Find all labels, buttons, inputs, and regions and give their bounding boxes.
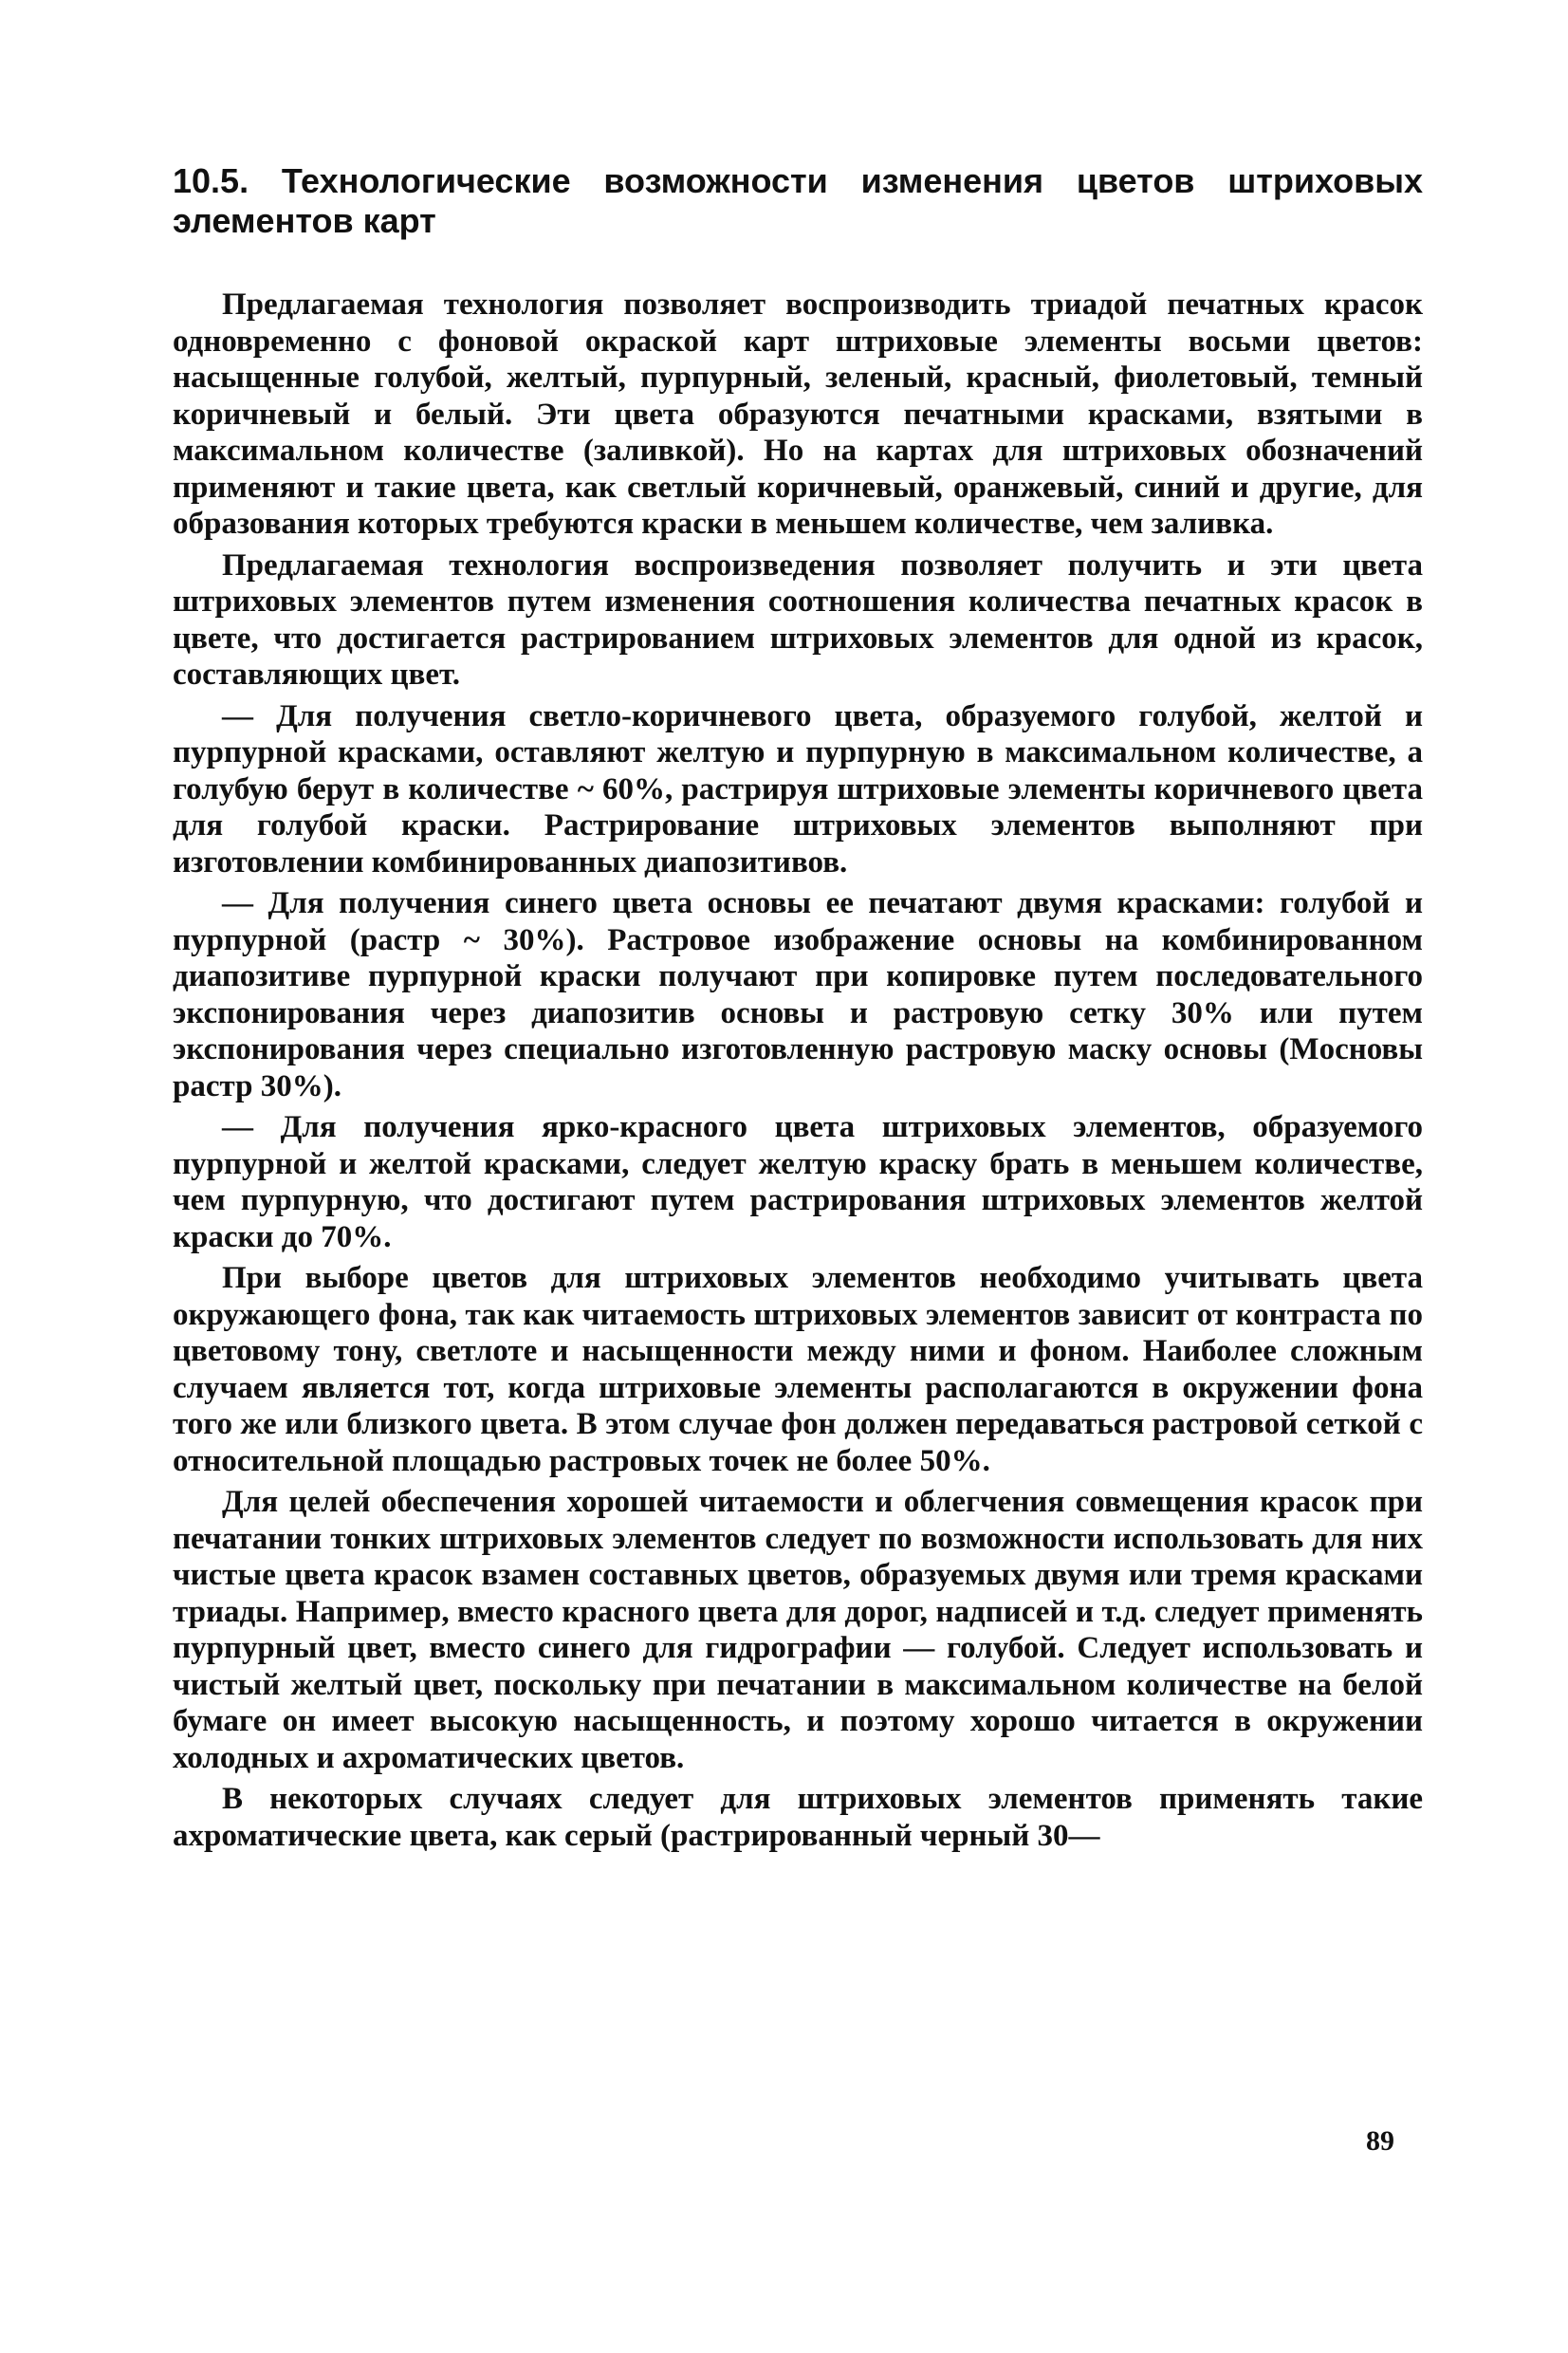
paragraph: Предлагаемая технология воспроизведения позволяет получить и эти цвета штриховых элементов путем изменения соотношения количества печатных красок в цвете, что достигается растрированием штриховых элементов для одной из красок, составляющих цвет. — [173, 547, 1423, 692]
paragraph: В некоторых случаях следует для штриховых элементов применять такие ахроматические цвета, как серый (растрированный черный 30— — [173, 1782, 1423, 1853]
paragraph: Предлагаемая технология позволяет воспроизводить триадой печатных красок одновременно с фоновой окраской карт штриховые элементы восьми цветов: насыщенные голубой, желтый, пурпурный, зеленый, красный, фиолетовый, темный коричневый и белый. Эти цвета образуются печатными красками, взятыми в максимальном количестве (заливкой). Но на картах для штриховых обозначений применяют и такие цвета, как светлый коричневый, оранжевый, синий и другие, для образования которых требуются краски в меньшем количестве, чем заливка. — [173, 287, 1423, 541]
paragraph: — Для получения синего цвета основы ее печатают двумя красками: голубой и пурпурной (растр ~ 30%). Растровое изображение основы на комбинированном диапозитиве пурпурной краски получают при копировке путем последовательного экспонирования через диапозитив основы и растровую сетку 30% или путем экспонирования через специально изготовленную растровую маску основы (Mосновы растр 30%). — [173, 886, 1423, 1103]
section-heading: 10.5. Технологические возможности изменения цветов штриховых элементов карт — [173, 161, 1423, 240]
page-number: 89 — [1366, 2125, 1394, 2157]
page-content — [173, 161, 1423, 1859]
paragraph: — Для получения светло-коричневого цвета, образуемого голубой, желтой и пурпурной красками, оставляют желтую и пурпурную в максимальном количестве, а голубую берут в количестве ~ 60%, растрируя штриховые элементы коричневого цвета для голубой краски. Растрирование штриховых элементов выполняют при изготовлении комбинированных диапозитивов. — [173, 698, 1423, 880]
paragraph: При выборе цветов для штриховых элементов необходимо учитывать цвета окружающего фона, так как читаемость штриховых элементов зависит от контраста по цветовому тону, светлоте и насыщенности между ними и фоном. Наиболее сложным случаем является тот, когда штриховые элементы располагаются в окружении фона того же или близкого цвета. В этом случае фон должен передаваться растровой сеткой с относительной площадью растровых точек не более 50%. — [173, 1261, 1423, 1478]
paragraph: — Для получения ярко-красного цвета штриховых элементов, образуемого пурпурной и желтой красками, следует желтую краску брать в меньшем количестве, чем пурпурную, что достигают путем растрирования штриховых элементов желтой краски до 70%. — [173, 1110, 1423, 1254]
paragraph: Для целей обеспечения хорошей читаемости и облегчения совмещения красок при печатании тонких штриховых элементов следует по возможности использовать для них чистые цвета красок взамен составных цветов, образуемых двумя или тремя красками триады. Например, вместо красного цвета для дорог, надписей и т.д. следует применять пурпурный цвет, вместо синего для гидрографии — голубой. Следует использовать и чистый желтый цвет, поскольку при печатании в максимальном количестве на белой бумаге он имеет высокую насыщенность, и поэтому хорошо читается в окружении холодных и ахроматических цветов. — [173, 1485, 1423, 1775]
